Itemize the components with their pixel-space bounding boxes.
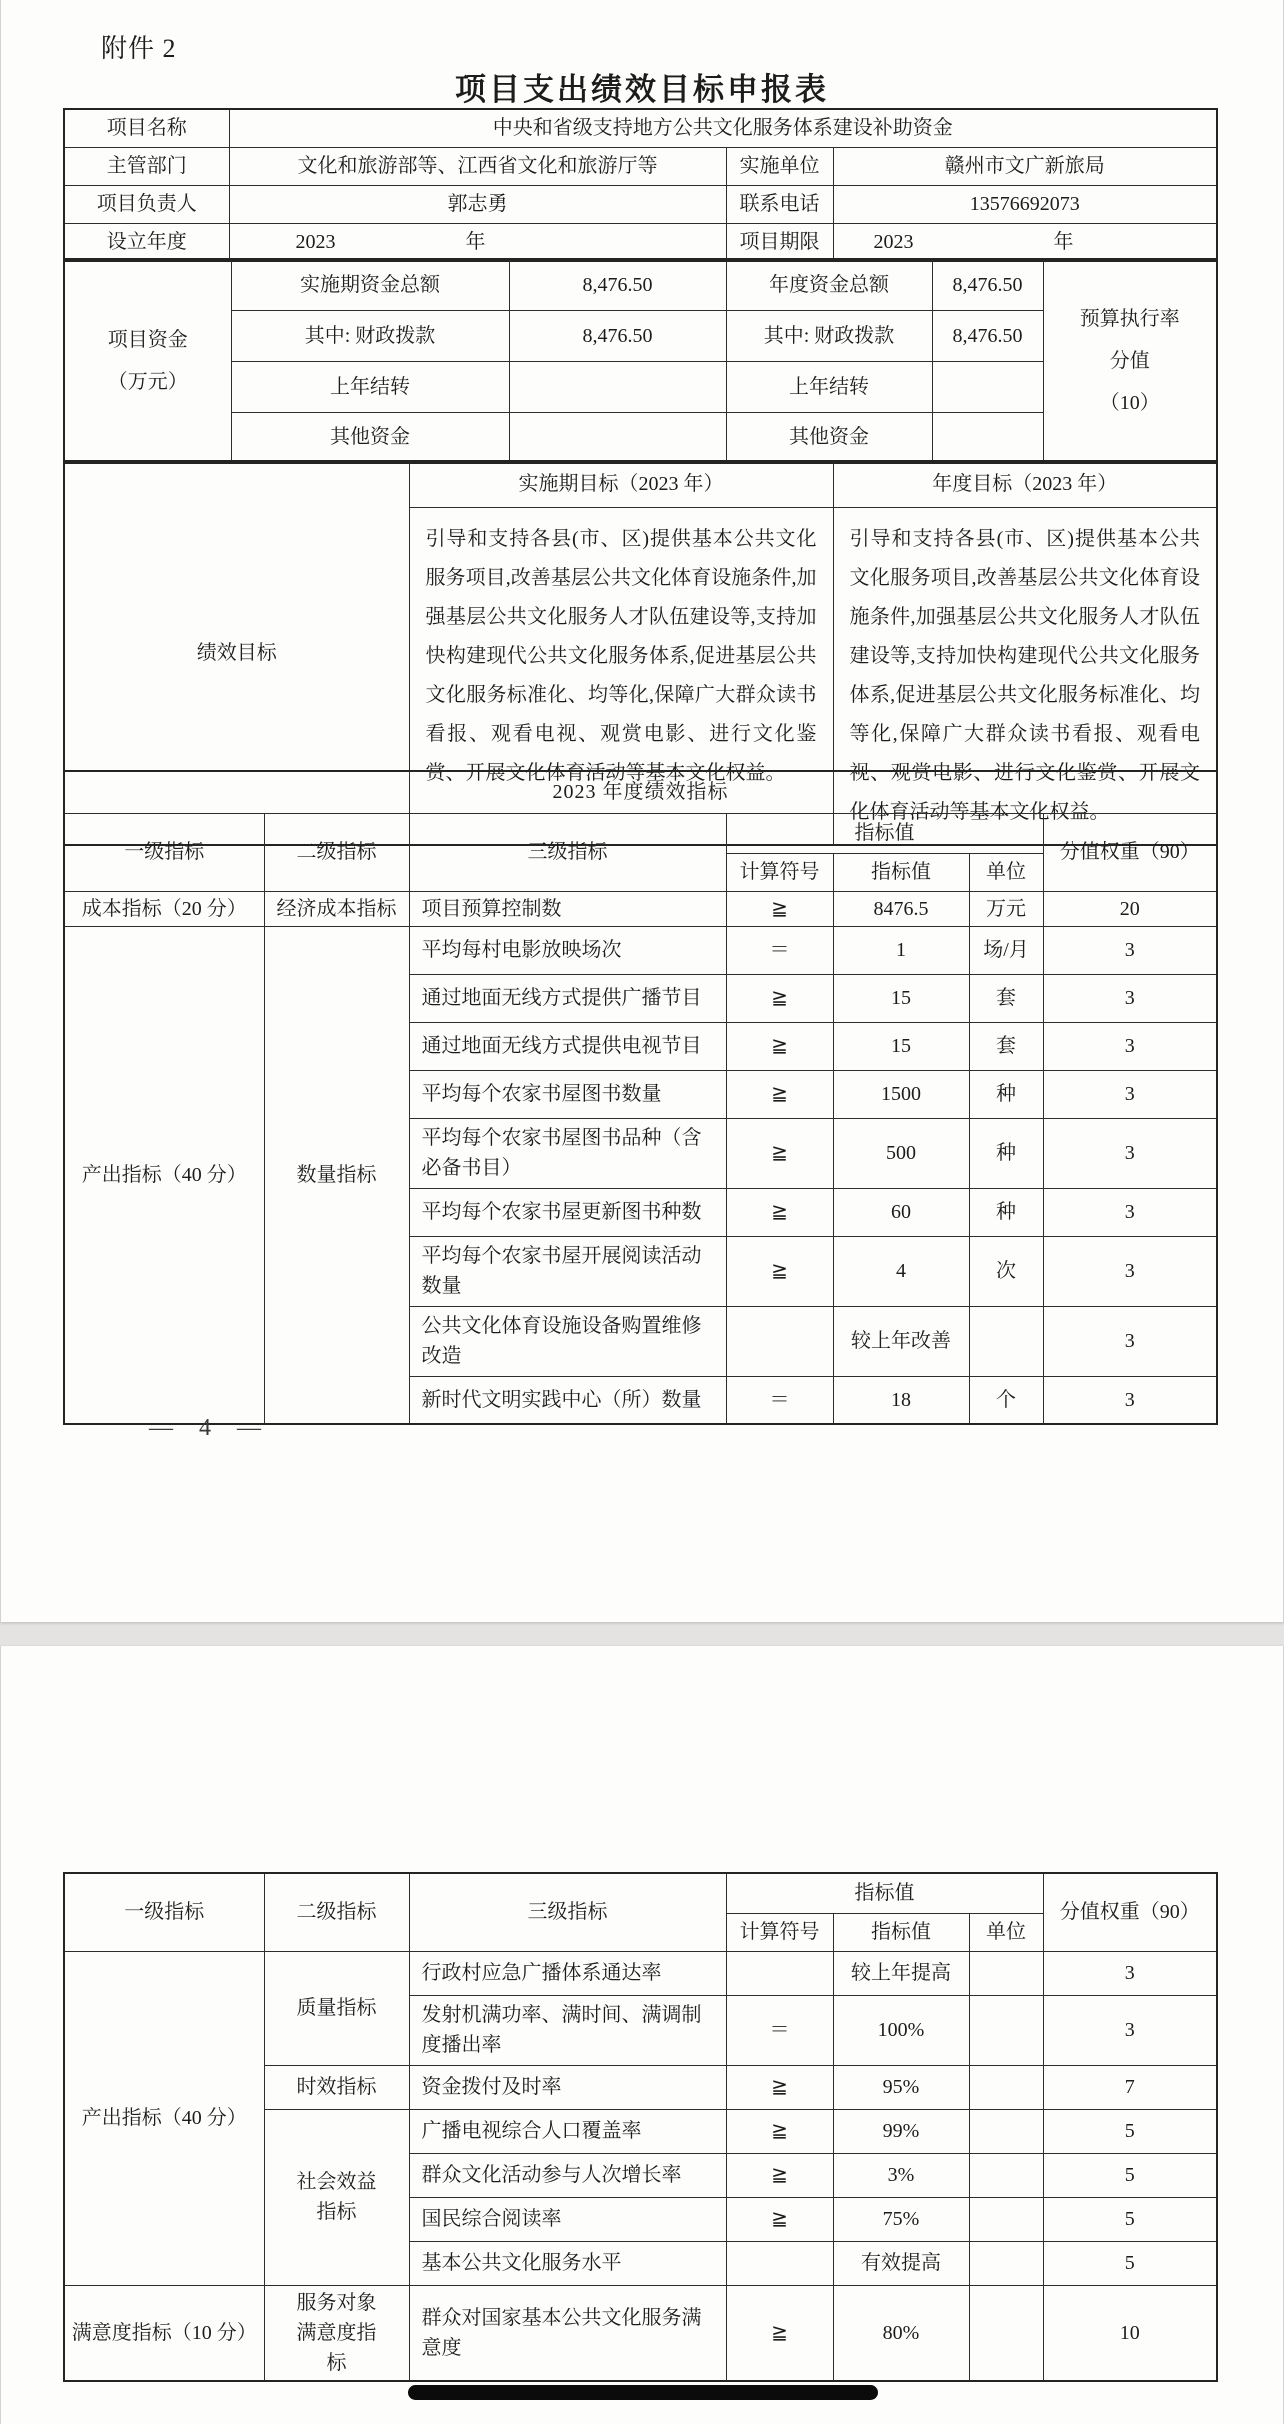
indicator-unit [969, 2109, 1043, 2153]
funds-row-value: 8,476.50 [509, 310, 726, 361]
indicator-weight: 3 [1043, 1236, 1217, 1306]
indicator-value: 75% [833, 2197, 969, 2241]
header-indicator-value-group: 指标值 [726, 1873, 1043, 1913]
indicator-name: 公共文化体育设施设备购置维修改造 [409, 1306, 726, 1376]
project-funds-table [63, 258, 1218, 464]
indicator-op: ≧ [726, 2065, 833, 2109]
indicator-value: 3% [833, 2153, 969, 2197]
indicator-unit: 万元 [969, 891, 1043, 926]
impl-unit-label: 实施单位 [726, 147, 833, 185]
indicator-unit [969, 1995, 1043, 2065]
header-op: 计算符号 [726, 1913, 833, 1951]
group-social: 社会效益指标 [264, 2109, 409, 2285]
indicator-op: ≧ [726, 1236, 833, 1306]
header-level1: 一级指标 [64, 813, 264, 891]
indicator-weight: 3 [1043, 1995, 1217, 2065]
indicator-op: ≧ [726, 2109, 833, 2153]
indicator-value: 1500 [833, 1070, 969, 1118]
group-timeliness: 时效指标 [264, 2065, 409, 2109]
attachment-label: 附件 2 [101, 34, 177, 63]
setup-year-unit: 年 [465, 230, 486, 253]
indicator-weight: 3 [1043, 1118, 1217, 1188]
phone-label: 联系电话 [726, 185, 833, 223]
indicator-value: 60 [833, 1188, 969, 1236]
setup-year-label: 设立年度 [64, 223, 229, 261]
indicator-weight: 3 [1043, 1070, 1217, 1118]
indicator-weight: 5 [1043, 2153, 1217, 2197]
period-value [833, 223, 1217, 261]
indicator-value: 15 [833, 1022, 969, 1070]
funds-row-value [509, 361, 726, 412]
indicator-weight: 10 [1043, 2285, 1217, 2381]
indicator-value: 18 [833, 1376, 969, 1424]
funds-row-label: 年度资金总额 [726, 259, 932, 310]
funds-row-label: 其中: 财政拨款 [726, 310, 932, 361]
dept-label: 主管部门 [64, 147, 229, 185]
header-level2: 二级指标 [264, 1873, 409, 1951]
indicator-name: 平均每个农家书屋更新图书种数 [409, 1188, 726, 1236]
group-cost-sub: 经济成本指标 [264, 891, 409, 926]
indicator-op [726, 2241, 833, 2285]
indicator-op: ≧ [726, 1070, 833, 1118]
indicator-weight: 5 [1043, 2241, 1217, 2285]
indicators-table-page2 [63, 1872, 1218, 2382]
annual-goal-text: 引导和支持各县(市、区)提供基本公共文化服务项目,改善基层公共文化体育设施条件,加强基层公共文化服务人才队伍建设等,支持加快构建现代公共文化服务体系,促进基层公共文化服务标准化、均等化,保障广大群众读书看报、观看电视、观赏电影、进行文化鉴赏、开展文化体育活动等基本文化权益。 [833, 507, 1217, 845]
indicator-unit [969, 2065, 1043, 2109]
indicator-op: ＝ [726, 1995, 833, 2065]
indicator-value: 80% [833, 2285, 969, 2381]
project-name-value: 中央和省级支持地方公共文化服务体系建设补助资金 [229, 109, 1217, 147]
funds-row-label: 其他资金 [726, 412, 932, 463]
indicator-name: 平均每村电影放映场次 [409, 926, 726, 974]
period-year-number: 2023 [873, 230, 914, 253]
group-service-target: 服务对象满意度指标 [264, 2285, 409, 2381]
indicator-unit: 种 [969, 1070, 1043, 1118]
indicator-name: 发射机满功率、满时间、满调制度播出率 [409, 1995, 726, 2065]
setup-year-value [229, 223, 726, 261]
indicator-name: 行政村应急广播体系通达率 [409, 1951, 726, 1995]
header-value: 指标值 [833, 1913, 969, 1951]
budget-execution-score: 预算执行率 分值 （10） [1043, 259, 1217, 463]
indicator-weight: 7 [1043, 2065, 1217, 2109]
indicator-op: ≧ [726, 974, 833, 1022]
indicator-weight: 3 [1043, 1306, 1217, 1376]
indicator-op [726, 1951, 833, 1995]
header-value: 指标值 [833, 853, 969, 891]
impl-goal-header: 实施期目标（2023 年） [409, 461, 833, 507]
indicators-section-title: 2023 年度绩效指标 [64, 771, 1217, 813]
group-output: 产出指标（40 分） [64, 1951, 264, 2285]
leader-value: 郭志勇 [229, 185, 726, 223]
project-name-label: 项目名称 [64, 109, 229, 147]
indicator-name: 基本公共文化服务水平 [409, 2241, 726, 2285]
funds-label: 项目资金 （万元） [64, 259, 231, 463]
header-level2: 二级指标 [264, 813, 409, 891]
impl-goal-text: 引导和支持各县(市、区)提供基本公共文化服务项目,改善基层公共文化体育设施条件,加强基层公共文化服务人才队伍建设等,支持加快构建现代公共文化服务体系,促进基层公共文化服务标准化、均等化,保障广大群众读书看报、观看电视、观赏电影、进行文化鉴赏、开展文化体育活动等基本文化权益。 [409, 507, 833, 845]
header-level3: 三级指标 [409, 1873, 726, 1951]
indicator-op: ≧ [726, 2197, 833, 2241]
header-unit: 单位 [969, 853, 1043, 891]
indicator-op: ≧ [726, 1188, 833, 1236]
indicator-op: ≧ [726, 891, 833, 926]
indicator-weight: 5 [1043, 2197, 1217, 2241]
indicator-unit: 套 [969, 974, 1043, 1022]
funds-row-value: 8,476.50 [932, 259, 1043, 310]
phone-value: 13576692073 [833, 185, 1217, 223]
indicator-unit [969, 1306, 1043, 1376]
goals-label: 绩效目标 [64, 461, 409, 845]
indicator-op: ≧ [726, 1118, 833, 1188]
indicator-unit: 种 [969, 1118, 1043, 1188]
funds-row-label: 其中: 财政拨款 [231, 310, 509, 361]
indicator-name: 通过地面无线方式提供电视节目 [409, 1022, 726, 1070]
indicator-unit: 种 [969, 1188, 1043, 1236]
indicator-unit: 套 [969, 1022, 1043, 1070]
funds-row-label: 上年结转 [231, 361, 509, 412]
indicator-unit: 个 [969, 1376, 1043, 1424]
indicator-weight: 3 [1043, 1376, 1217, 1424]
period-label: 项目期限 [726, 223, 833, 261]
indicator-unit [969, 2153, 1043, 2197]
indicator-unit [969, 2285, 1043, 2381]
indicator-name: 群众文化活动参与人次增长率 [409, 2153, 726, 2197]
header-op: 计算符号 [726, 853, 833, 891]
indicator-name: 新时代文明实践中心（所）数量 [409, 1376, 726, 1424]
indicator-name: 国民综合阅读率 [409, 2197, 726, 2241]
indicator-weight: 5 [1043, 2109, 1217, 2153]
indicator-unit [969, 2197, 1043, 2241]
indicator-name: 通过地面无线方式提供广播节目 [409, 974, 726, 1022]
indicator-op: ≧ [726, 2153, 833, 2197]
funds-row-value [932, 412, 1043, 463]
document-title: 项目支出绩效目标申报表 [455, 72, 829, 107]
header-unit: 单位 [969, 1913, 1043, 1951]
page-number: — 4 — [149, 1415, 263, 1441]
indicator-op: ＝ [726, 1376, 833, 1424]
indicator-value: 100% [833, 1995, 969, 2065]
header-indicator-value-group: 指标值 [726, 813, 1043, 853]
funds-row-value [509, 412, 726, 463]
indicator-value: 8476.5 [833, 891, 969, 926]
indicator-value: 500 [833, 1118, 969, 1188]
indicator-name: 平均每个农家书屋图书品种（含必备书目） [409, 1118, 726, 1188]
header-level1: 一级指标 [64, 1873, 264, 1951]
impl-unit-value: 赣州市文广新旅局 [833, 147, 1217, 185]
funds-row-value: 8,476.50 [509, 259, 726, 310]
indicator-value: 较上年提高 [833, 1951, 969, 1995]
indicator-name: 资金拨付及时率 [409, 2065, 726, 2109]
group-quantity: 数量指标 [264, 926, 409, 1424]
project-info-table [63, 108, 1218, 262]
indicator-op: ＝ [726, 926, 833, 974]
indicator-value: 较上年改善 [833, 1306, 969, 1376]
indicator-op: ≧ [726, 1022, 833, 1070]
header-level3: 三级指标 [409, 813, 726, 891]
indicator-value: 1 [833, 926, 969, 974]
home-indicator[interactable] [408, 2385, 878, 2400]
indicator-weight: 3 [1043, 926, 1217, 974]
indicator-value: 99% [833, 2109, 969, 2153]
group-satisfaction: 满意度指标（10 分） [64, 2285, 264, 2381]
dept-value: 文化和旅游部等、江西省文化和旅游厅等 [229, 147, 726, 185]
indicator-value: 95% [833, 2065, 969, 2109]
group-output: 产出指标（40 分） [64, 926, 264, 1424]
indicator-name: 平均每个农家书屋开展阅读活动数量 [409, 1236, 726, 1306]
indicator-weight: 3 [1043, 974, 1217, 1022]
indicator-name: 平均每个农家书屋图书数量 [409, 1070, 726, 1118]
funds-row-value: 8,476.50 [932, 310, 1043, 361]
indicator-value: 15 [833, 974, 969, 1022]
group-quality: 质量指标 [264, 1951, 409, 2065]
indicator-unit [969, 2241, 1043, 2285]
header-weight: 分值权重（90） [1043, 1873, 1217, 1951]
group-cost: 成本指标（20 分） [64, 891, 264, 926]
indicator-name: 广播电视综合人口覆盖率 [409, 2109, 726, 2153]
setup-year-number: 2023 [295, 230, 336, 253]
indicator-weight: 3 [1043, 1022, 1217, 1070]
indicator-weight: 20 [1043, 891, 1217, 926]
indicator-unit: 次 [969, 1236, 1043, 1306]
funds-row-label: 上年结转 [726, 361, 932, 412]
indicator-name: 项目预算控制数 [409, 891, 726, 926]
indicator-value: 4 [833, 1236, 969, 1306]
funds-row-label: 其他资金 [231, 412, 509, 463]
header-weight: 分值权重（90） [1043, 813, 1217, 891]
annual-goal-header: 年度目标（2023 年） [833, 461, 1217, 507]
indicator-name: 群众对国家基本公共文化服务满意度 [409, 2285, 726, 2381]
document-page-2 [0, 1646, 1284, 2424]
indicator-op: ≧ [726, 2285, 833, 2381]
period-year-unit: 年 [1053, 230, 1074, 253]
leader-label: 项目负责人 [64, 185, 229, 223]
indicator-value: 有效提高 [833, 2241, 969, 2285]
indicator-unit [969, 1951, 1043, 1995]
funds-row-label: 实施期资金总额 [231, 259, 509, 310]
indicators-table-page1 [63, 770, 1218, 1425]
indicator-unit: 场/月 [969, 926, 1043, 974]
indicator-op [726, 1306, 833, 1376]
indicator-weight: 3 [1043, 1951, 1217, 1995]
indicator-weight: 3 [1043, 1188, 1217, 1236]
funds-row-value [932, 361, 1043, 412]
